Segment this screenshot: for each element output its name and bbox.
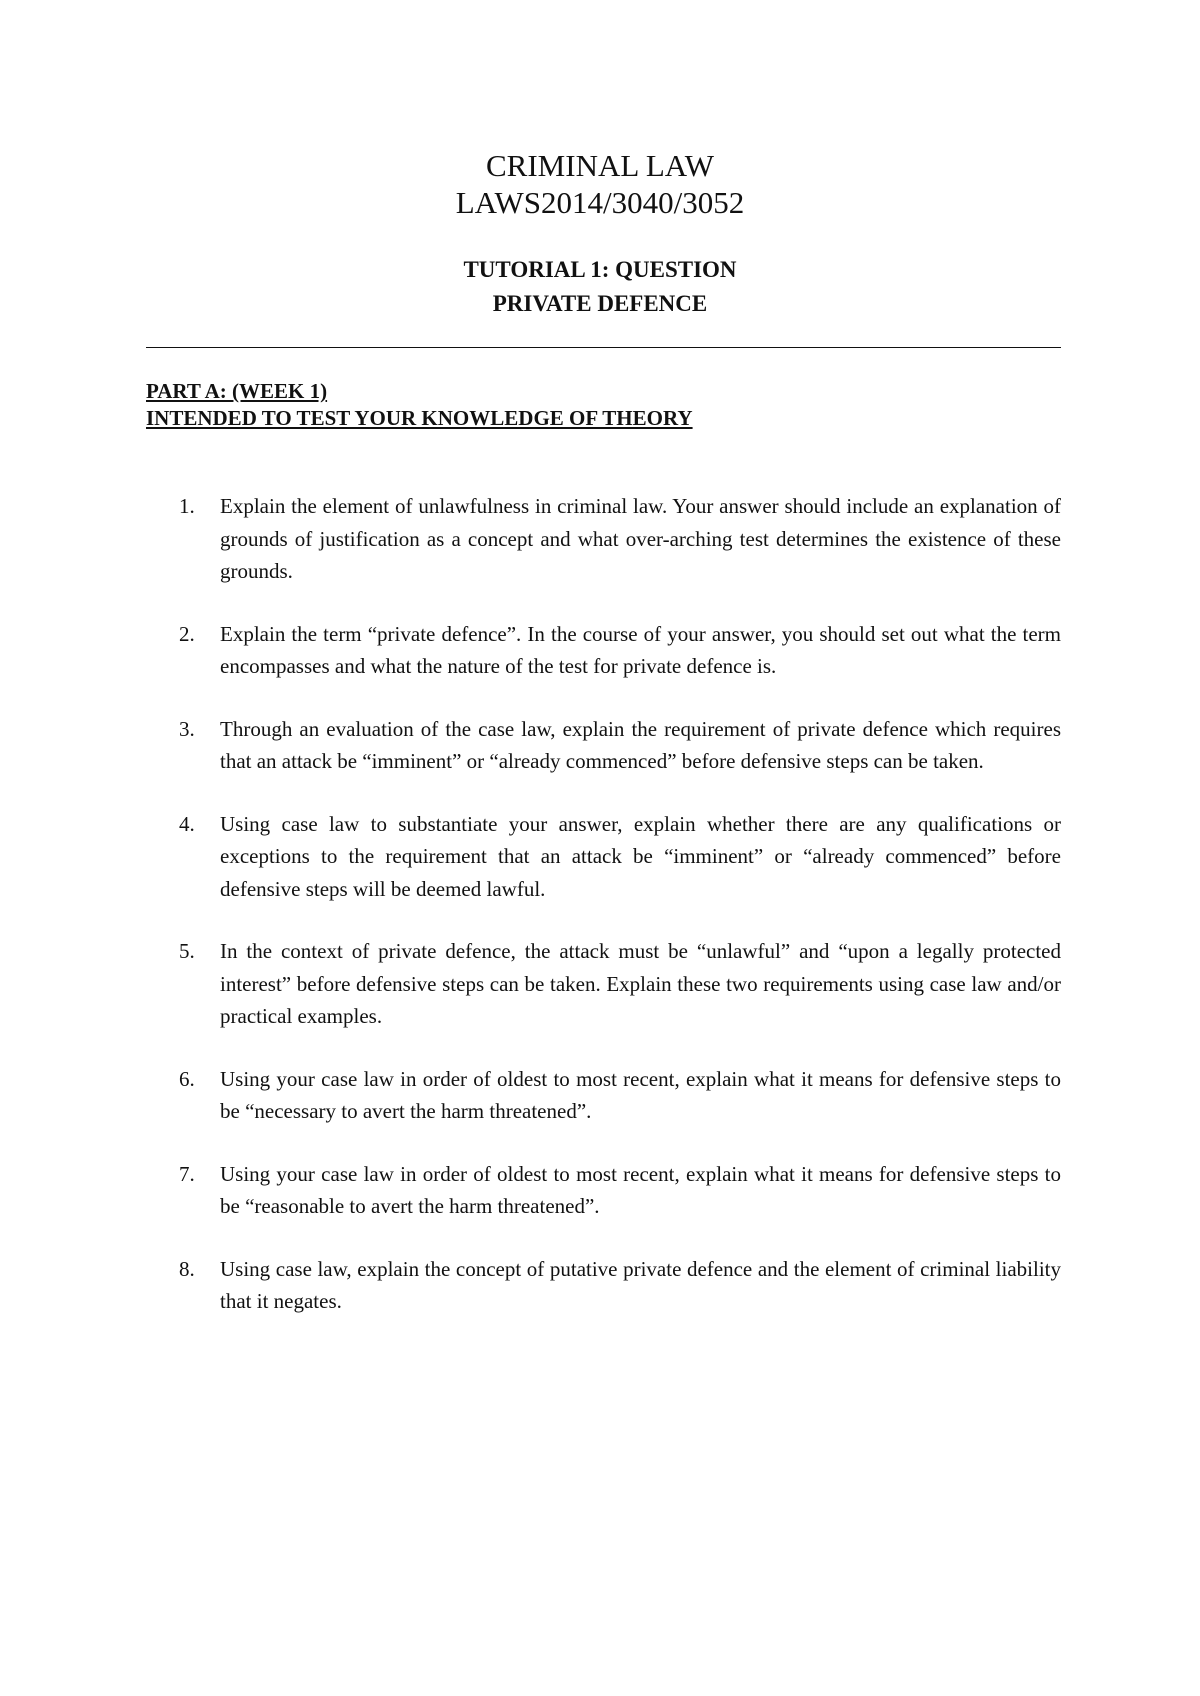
question-item <box>146 1063 1061 1128</box>
question-text: Using your case law in order of oldest to most recent, explain what it means for defensive steps to be “necessary to avert the harm threatened”. <box>220 1066 1061 1123</box>
question-item <box>146 935 1061 1033</box>
part-heading: PART A: (WEEK 1) <box>146 379 328 403</box>
course-code: LAWS2014/3040/3052 <box>455 185 745 220</box>
question-item <box>146 1253 1061 1318</box>
question-item <box>146 808 1061 906</box>
course-title: CRIMINAL LAW <box>486 148 714 183</box>
question-number: 5. <box>179 939 195 963</box>
question-number: 1. <box>179 494 195 518</box>
tutorial-title: TUTORIAL 1: QUESTION <box>463 257 737 282</box>
question-text: Using case law to substantiate your answer, explain whether there are any qualifications or exceptions to the requirement that an attack be “imminent” or “already commenced” before defensive steps will be deemed lawful. <box>220 811 1061 901</box>
question-item <box>146 618 1061 683</box>
question-number: 6. <box>179 1066 195 1091</box>
question-item <box>146 1158 1061 1223</box>
question-number: 4. <box>179 811 195 836</box>
question-text: Using case law, explain the concept of putative private defence and the element of criminal liability that it negates. <box>220 1256 1061 1313</box>
question-text: Through an evaluation of the case law, explain the requirement of private defence which requires that an attack be “imminent” or “already commenced” before defensive steps can be taken. <box>220 716 1061 773</box>
question-text: In the context of private defence, the attack must be “unlawful” and “upon a legally protected interest” before defensive steps can be taken. Explain these two requirements using case law and/or practical examples. <box>220 939 1061 1028</box>
part-subheading: INTENDED TO TEST YOUR KNOWLEDGE OF THEORY <box>146 406 693 430</box>
question-text: Explain the term “private defence”. In the course of your answer, you should set out what the term encompasses and what the nature of the test for private defence is. <box>220 621 1061 678</box>
question-text: Explain the element of unlawfulness in criminal law. Your answer should include an explanation of grounds of justification as a concept and what over-arching test determines the existence of these grounds. <box>220 494 1061 583</box>
question-number: 3. <box>179 716 195 741</box>
horizontal-divider <box>146 347 1061 348</box>
question-number: 8. <box>179 1256 195 1281</box>
question-item <box>146 490 1061 588</box>
question-number: 7. <box>179 1161 195 1186</box>
question-text: Using your case law in order of oldest to most recent, explain what it means for defensive steps to be “reasonable to avert the harm threatened”. <box>220 1161 1061 1218</box>
question-number: 2. <box>179 621 195 646</box>
question-list <box>146 490 1061 1348</box>
tutorial-subtitle: PRIVATE DEFENCE <box>492 291 708 316</box>
question-item <box>146 713 1061 778</box>
